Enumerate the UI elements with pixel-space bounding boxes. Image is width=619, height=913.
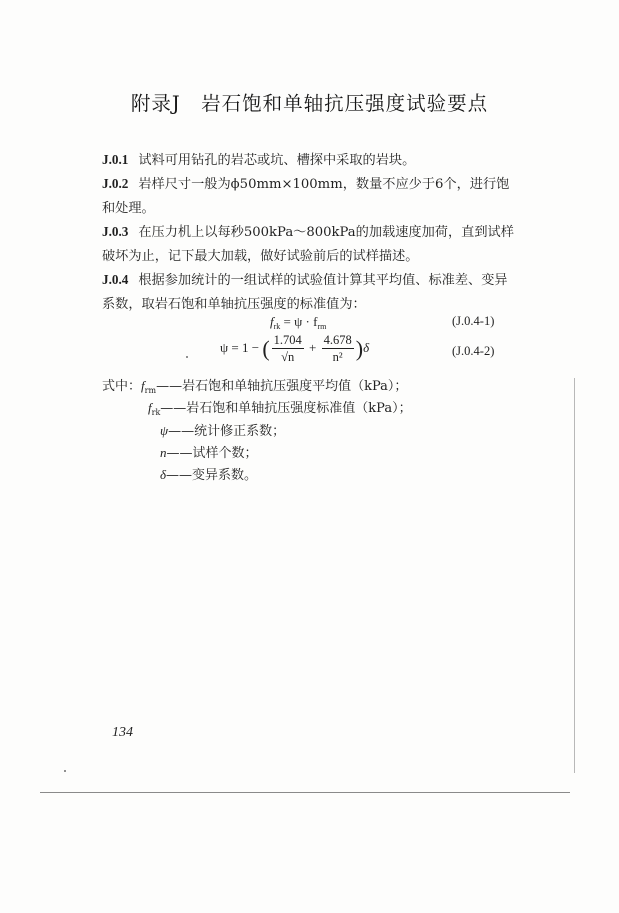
eq2-left-paren: (	[262, 336, 270, 361]
clause-text: 在压力机上以每秒500kPa～800kPa的加载速度加荷，直到试样破坏为止，记下最大加载，做好试验前后的试样描述。	[102, 225, 514, 264]
equation-1-number: (J.0.4-1)	[452, 314, 495, 328]
equation-2	[220, 333, 369, 365]
scan-edge-bottom	[40, 792, 570, 793]
eq2-tail: δ	[363, 339, 370, 355]
var-desc: ——变异系数。	[166, 468, 258, 483]
equation-1	[270, 314, 326, 331]
eq2-num1: 1.704	[273, 333, 302, 347]
variable-n	[160, 442, 258, 465]
eq2-right-paren: )	[355, 336, 364, 361]
var-desc: ——试样个数；	[166, 446, 258, 461]
eq2-fraction-2	[322, 333, 354, 365]
scan-edge-right	[574, 378, 575, 773]
eq1-rhs-sub: rm	[317, 322, 327, 331]
var-symbol: n	[160, 445, 167, 460]
var-desc: ——岩石饱和单轴抗压强度标准值（kPa）；	[160, 401, 412, 416]
scan-speck	[186, 356, 188, 358]
clause-j03	[102, 220, 520, 269]
clause-text: 岩样尺寸一般为ϕ50mm×100mm，数量不应少于6个，进行饱和处理。	[102, 177, 510, 216]
scan-speck	[64, 770, 66, 772]
eq1-lhs: f	[270, 314, 274, 329]
clause-number: J.0.3	[102, 224, 129, 239]
var-symbol: ψ	[160, 423, 169, 438]
clause-number: J.0.2	[102, 176, 129, 191]
page-number: 134	[112, 725, 133, 740]
var-symbol: f	[141, 378, 145, 393]
var-desc: ——统计修正系数；	[168, 424, 286, 439]
eq2-lhs: ψ = 1 −	[220, 339, 260, 355]
clause-text: 根据参加统计的一组试样的试验值计算其平均值、标准差、变异系数，取岩石饱和单轴抗压强度的标准值为：	[102, 273, 508, 312]
clause-j01	[102, 148, 520, 173]
var-desc: ——岩石饱和单轴抗压强度平均值（kPa）；	[156, 379, 408, 394]
clause-j02	[102, 172, 520, 221]
var-symbol: f	[148, 400, 152, 415]
eq2-den1: √n	[281, 350, 295, 364]
equation-2-number: (J.0.4-2)	[452, 344, 495, 358]
variable-psi	[160, 420, 285, 443]
clause-number: J.0.1	[102, 152, 129, 167]
clause-text: 试料可用钻孔的岩芯或坑、槽探中采取的岩块。	[138, 153, 416, 168]
eq2-num2: 4.678	[323, 333, 352, 347]
eq1-rhs: = ψ · f	[283, 314, 318, 329]
variable-delta	[160, 464, 257, 487]
var-sub: rm	[144, 386, 157, 395]
clause-j04	[102, 268, 520, 317]
eq1-lhs-sub: rk	[273, 322, 281, 331]
eq2-den2: n²	[332, 350, 343, 364]
appendix-title: 附录J 岩石饱和单轴抗压强度试验要点	[130, 92, 489, 115]
var-sub: rk	[151, 408, 161, 417]
var-symbol: δ	[160, 467, 167, 482]
eq2-fraction-1	[272, 333, 304, 365]
eq2-plus: +	[309, 339, 317, 355]
where-label: 式中：	[102, 379, 142, 394]
clause-number: J.0.4	[102, 272, 129, 287]
